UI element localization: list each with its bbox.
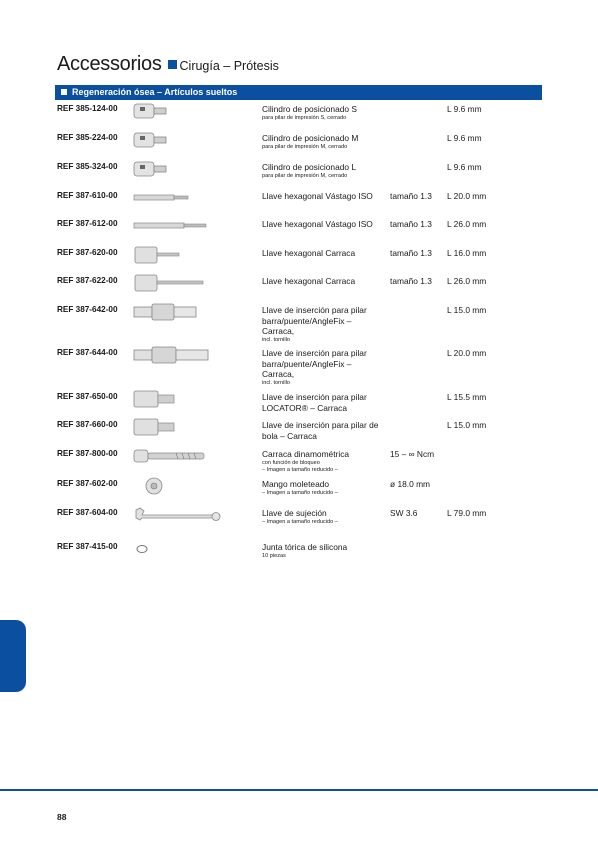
length-value: L 9.6 mm xyxy=(447,104,482,114)
description-text: Cilindro de posicionado L xyxy=(262,162,357,172)
hex-key-iso-shank-icon xyxy=(132,187,222,209)
description-subtext: incl. tornillo xyxy=(262,336,290,343)
ref-number: REF 387-644-00 xyxy=(57,348,118,357)
description-text: Llave de inserción para pilar barra/puente/AngleFix – Carraca, xyxy=(262,348,367,379)
description-text: Llave de inserción para pilar LOCATOR® – Carraca xyxy=(262,392,367,413)
ref-number: REF 387-650-00 xyxy=(57,392,118,401)
description xyxy=(262,348,382,387)
ref-number: REF 387-602-00 xyxy=(57,479,118,488)
description xyxy=(262,479,382,497)
ref-number: REF 387-610-00 xyxy=(57,191,118,200)
description xyxy=(262,133,382,151)
size-value: tamaño 1.3 xyxy=(390,219,432,229)
footer-rule xyxy=(0,789,598,791)
ref-number: REF 387-622-00 xyxy=(57,276,118,285)
description xyxy=(262,392,382,413)
insertion-key-bar-icon xyxy=(132,301,222,323)
length-value: L 20.0 mm xyxy=(447,191,487,201)
description-text: Llave de inserción para pilar barra/puente/AngleFix – Carraca, xyxy=(262,305,367,336)
description-subtext: para pilar de impresión S, cerrado xyxy=(262,114,347,121)
description-text: Llave hexagonal Vástago ISO xyxy=(262,191,373,201)
silicone-o-ring-icon xyxy=(132,538,222,560)
description-text: Cilindro de posicionado M xyxy=(262,133,359,143)
hex-key-iso-shank-long-icon xyxy=(132,215,222,237)
description-text: Cilindro de posicionado S xyxy=(262,104,357,114)
size-value: tamaño 1.3 xyxy=(390,276,432,286)
description xyxy=(262,542,382,560)
description xyxy=(262,104,382,122)
description xyxy=(262,276,382,287)
length-value: L 9.6 mm xyxy=(447,133,482,143)
description-text: Llave hexagonal Carraca xyxy=(262,276,356,286)
description xyxy=(262,305,382,344)
description xyxy=(262,420,382,441)
description-text: Llave hexagonal Carraca xyxy=(262,248,356,258)
description xyxy=(262,508,382,526)
description-text: Llave de sujeción xyxy=(262,508,327,518)
description-text: Llave de inserción para pilar de bola – Carraca xyxy=(262,420,379,441)
ref-number: REF 387-800-00 xyxy=(57,449,118,458)
holding-wrench-icon xyxy=(132,504,222,526)
description-subtext: con función de bloqueo xyxy=(262,459,320,466)
ref-number: REF 387-604-00 xyxy=(57,508,118,517)
insertion-key-locator-icon xyxy=(132,388,222,410)
length-value: L 26.0 mm xyxy=(447,276,487,286)
chapter-tab xyxy=(0,620,26,692)
size-value: tamaño 1.3 xyxy=(390,248,432,258)
hex-key-ratchet-long-icon xyxy=(132,272,222,294)
ref-number: REF 387-415-00 xyxy=(57,542,118,551)
positioning-cylinder-l-icon xyxy=(132,158,222,180)
title-main: Accessorios xyxy=(57,53,162,75)
hex-key-ratchet-icon xyxy=(132,244,222,266)
length-value: L 16.0 mm xyxy=(447,248,487,258)
page-title xyxy=(57,53,279,76)
title-square-icon xyxy=(168,60,177,69)
insertion-key-bar-long-icon xyxy=(132,344,222,366)
length-value: L 26.0 mm xyxy=(447,219,487,229)
description-subtext: – Imagen a tamaño reducido – xyxy=(262,489,338,496)
section-bar xyxy=(55,85,542,100)
description xyxy=(262,191,382,202)
positioning-cylinder-m-icon xyxy=(132,129,222,151)
description-text: Junta tórica de silicona xyxy=(262,542,348,552)
insertion-key-ball-icon xyxy=(132,416,222,438)
description-subtext: – Imagen a tamaño reducido – xyxy=(262,518,338,525)
description-subtext: para pilar de impresión M, cerrado xyxy=(262,172,348,179)
positioning-cylinder-s-icon xyxy=(132,100,222,122)
title-subtitle: Cirugía – Prótesis xyxy=(179,59,279,73)
length-value: L 79.0 mm xyxy=(447,508,487,518)
description xyxy=(262,162,382,180)
description-subtext: – Imagen a tamaño reducido – xyxy=(262,466,338,473)
section-square-icon xyxy=(61,89,67,95)
description-text: Carraca dinamométrica xyxy=(262,449,350,459)
section-title: Regeneración ósea – Artículos sueltos xyxy=(72,87,238,97)
size-value: tamaño 1.3 xyxy=(390,191,432,201)
knurled-handle-icon xyxy=(132,475,222,497)
length-value: L 15.0 mm xyxy=(447,305,487,315)
description-text: Llave hexagonal Vástago ISO xyxy=(262,219,373,229)
page-number: 88 xyxy=(57,812,67,822)
length-value: L 20.0 mm xyxy=(447,348,487,358)
description xyxy=(262,248,382,259)
description-subtext: incl. tornillo xyxy=(262,379,290,386)
ref-number: REF 387-642-00 xyxy=(57,305,118,314)
torque-ratchet-icon xyxy=(132,445,222,467)
description-text: Mango moleteado xyxy=(262,479,330,489)
ref-number: REF 387-620-00 xyxy=(57,248,118,257)
description-subtext: para pilar de impresión M, cerrado xyxy=(262,143,348,150)
ref-number: REF 385-124-00 xyxy=(57,104,118,113)
length-value: L 15.5 mm xyxy=(447,392,487,402)
size-value: SW 3.6 xyxy=(390,508,418,518)
ref-number: REF 385-324-00 xyxy=(57,162,118,171)
description xyxy=(262,449,382,474)
size-value: 15 – ∞ Ncm xyxy=(390,449,435,459)
length-value: L 9.6 mm xyxy=(447,162,482,172)
ref-number: REF 387-612-00 xyxy=(57,219,118,228)
description-subtext: 10 piezas xyxy=(262,552,286,559)
ref-number: REF 385-224-00 xyxy=(57,133,118,142)
ref-number: REF 387-660-00 xyxy=(57,420,118,429)
length-value: L 15.0 mm xyxy=(447,420,487,430)
description xyxy=(262,219,382,230)
size-value: ø 18.0 mm xyxy=(390,479,431,489)
